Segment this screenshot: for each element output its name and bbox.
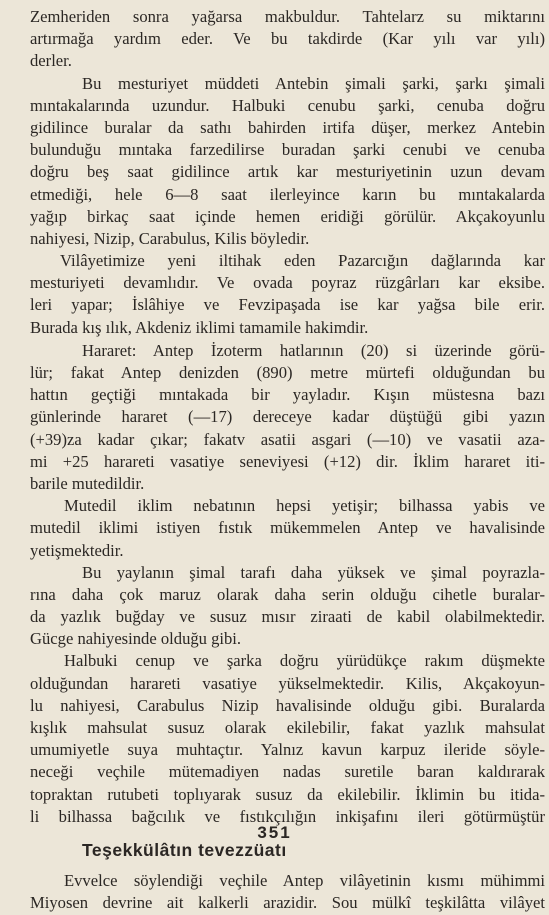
- text-line: lu nahiyesi, Carabulus Nizip havalisinde olduğu gibi. Buralarda: [30, 695, 545, 715]
- text-line: Bu yaylanın şimal tarafı daha yüksek ve şimal poyrazla-: [82, 562, 545, 582]
- text-column: [30, 6, 545, 915]
- text-line: mutedil iklimi istiyen fıstık mükemmelen Antep ve havalisinde: [30, 518, 545, 538]
- text-line: derler.: [30, 51, 72, 71]
- text-line: leri yapar; İslâhiye ve Fevzipaşada ise kar yağsa bile erir.: [30, 295, 545, 315]
- text-line: lür; fakat Antep denizden (890) metre mürtefi olduğundan bu: [30, 363, 545, 382]
- text-line: yetişmektedir.: [30, 540, 124, 560]
- text-line: etmediği, hele 6—8 saat ilerleyince karın bu mıntakalarda: [30, 184, 545, 204]
- text-line: olduğundan harareti vasatiye yükselmektedir. Kilis, Akçakoyun-: [30, 673, 545, 693]
- text-line: topraktan rutubeti toplıyarak susuz da ekilebilir. İklimin bu itida-: [30, 784, 545, 804]
- text-line: Gücge nahiyesinde olduğu gibi.: [30, 629, 242, 649]
- text-line: umumiyetle suya muhtaçtır. Yalnız kavun karpuz ileride söyle-: [30, 740, 545, 760]
- text-line: Evvelce söylendiği veçhile Antep vilâyetinin kısmı mühimmi: [64, 871, 545, 891]
- page-number: 351: [257, 823, 292, 842]
- section-heading: Teşekkülâtın tevezzüatı: [82, 839, 287, 860]
- text-line: Bu mesturiyet müddeti Antebin şimali şarki, şarkı şimali: [82, 73, 545, 93]
- text-line: rına daha çok maruz olarak daha serin olduğu cihetle buralar-: [30, 584, 545, 604]
- text-line: Vilâyetimize yeni iltihak eden Pazarcığın dağlarında kar: [60, 251, 545, 271]
- text-line: li bilhassa bağcılık ve fıstıkçılığın inkişafını ileri götürmüştür: [30, 806, 545, 826]
- text-line: Miyosen devrine ait kalkerli arazidir. Sou mülkî teşkilâtta vilâyet: [30, 893, 545, 913]
- text-line: neceği veçhile mütemadiyen nadas suretile baran kaldırarak: [30, 762, 545, 782]
- text-line: yağıp birkaç saat içinde hemen eridiği görülür. Akçakoyunlu: [30, 206, 545, 226]
- text-line: mesturiyeti devamlıdır. Ve ovada poyraz rüzgârları kar eksibe.: [30, 273, 545, 293]
- text-line: artırmağa yardım eder. Ve bu takdirde (Kar yılı var yılı): [30, 29, 545, 49]
- text-line: da yazlık buğday ve susuz mısır ziraati de kabil olabilmektedir.: [30, 607, 545, 627]
- text-line: barile mutedildir.: [30, 473, 145, 493]
- text-line: (+39)za kadar çıkar; fakatv asatii asgari (—10) ve vasatii aza-: [30, 429, 545, 449]
- text-line: mi +25 harareti vasatiye seneviyesi (+12) dir. İklim hararet iti-: [30, 451, 545, 471]
- text-line: nahiyesi, Nizip, Carabulus, Kilis böyledir.: [30, 228, 310, 248]
- text-line: Burada kış ılık, Akdeniz iklimi tamamile hakimdir.: [30, 317, 369, 337]
- text-line: Mutedil iklim nebatının hepsi yetişir; bilhassa yabis ve: [64, 496, 545, 516]
- text-line: mıntakalarında uzundur. Halbuki cenubu şarki, cenuba doğru: [30, 95, 545, 115]
- text-line: bulunduğu mıntaka farzedilirse buradan şarki cenubi ve cenuba: [30, 140, 545, 160]
- text-line: günlerinde hararet (—17) dereceye kadar düştüğü gibi yazın: [30, 407, 545, 427]
- text-line: Zemheriden sonra yağarsa makbuldur. Tahtelarz su miktarını: [30, 7, 545, 26]
- text-line: hattın geçtiği mıntakada bir yayladır. Kışın müstesna bazı: [30, 385, 545, 405]
- text-line: kışlık mahsulat susuz olarak ekilebilir, fakat yazlık mahsulat: [30, 718, 545, 737]
- text-line: gidilince buralar da sathı bahirden irtifa düşer, merkez Antebin: [30, 117, 545, 137]
- text-line: Hararet: Antep İzoterm hatlarının (20) si üzerinde görü-: [82, 340, 545, 360]
- text-line: doğru beş saat gidilince artık kar mesturiyetinin uzun devam: [30, 162, 545, 182]
- text-line: Halbuki cenup ve şarka doğru yürüdükçe rakım düşmekte: [64, 651, 545, 671]
